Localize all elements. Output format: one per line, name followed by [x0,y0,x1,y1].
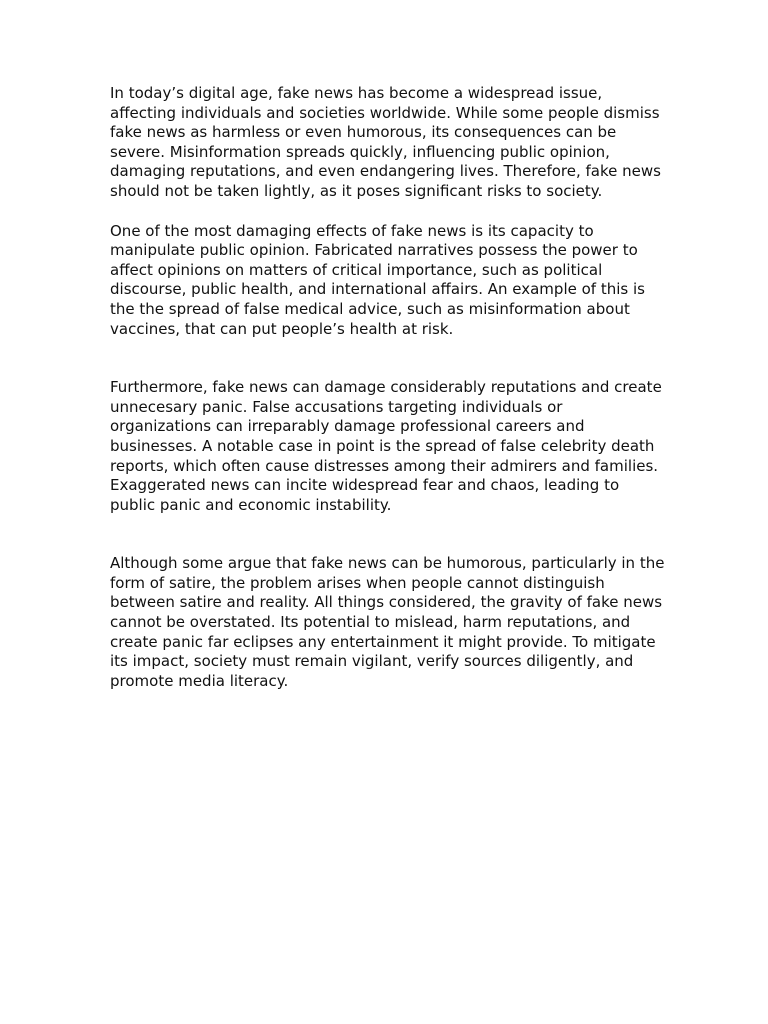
paragraph-reputations: Furthermore, fake news can damage considerably reputations and create unnecesary panic. False accusations targeting individuals or organizations can irreparably damage professional careers and businesses. A notable case in point is the spread of false celebrity death reports, which often cause distresses among their admirers and families. Exaggerated news can incite widespread fear and chaos, leading to public panic and economic instability. [110,378,662,514]
paragraph-spacer [110,202,665,222]
document-body [110,84,665,691]
paragraph-introduction: In today’s digital age, fake news has become a widespread issue, affecting individuals and societies worldwide. While some people dismiss fake news as harmless or even humorous, its consequences can be severe. Misinformation spreads quickly, influencing public opinion, damaging reputations, and even endangering lives. Therefore, fake news should not be taken lightly, as it poses significant risks to society. [110,84,661,200]
paragraph-conclusion: Although some argue that fake news can be humorous, particularly in the form of satire, the problem arises when people cannot distinguish between satire and reality. All things considered, the gravity of fake news cannot be overstated. Its potential to mislead, harm reputations, and create panic far eclipses any entertainment it might provide. To mitigate its impact, society must remain vigilant, verify sources diligently, and promote media literacy. [110,554,665,690]
paragraph-public-opinion: One of the most damaging effects of fake news is its capacity to manipulate public opinion. Fabricated narratives possess the power to affect opinions on matters of critical importance, such as political discourse, public health, and international affairs. An example of this is the the spread of false medical advice, such as misinformation about vaccines, that can put people’s health at risk. [110,221,645,338]
paragraph-spacer [110,515,665,554]
paragraph-spacer [110,339,665,378]
